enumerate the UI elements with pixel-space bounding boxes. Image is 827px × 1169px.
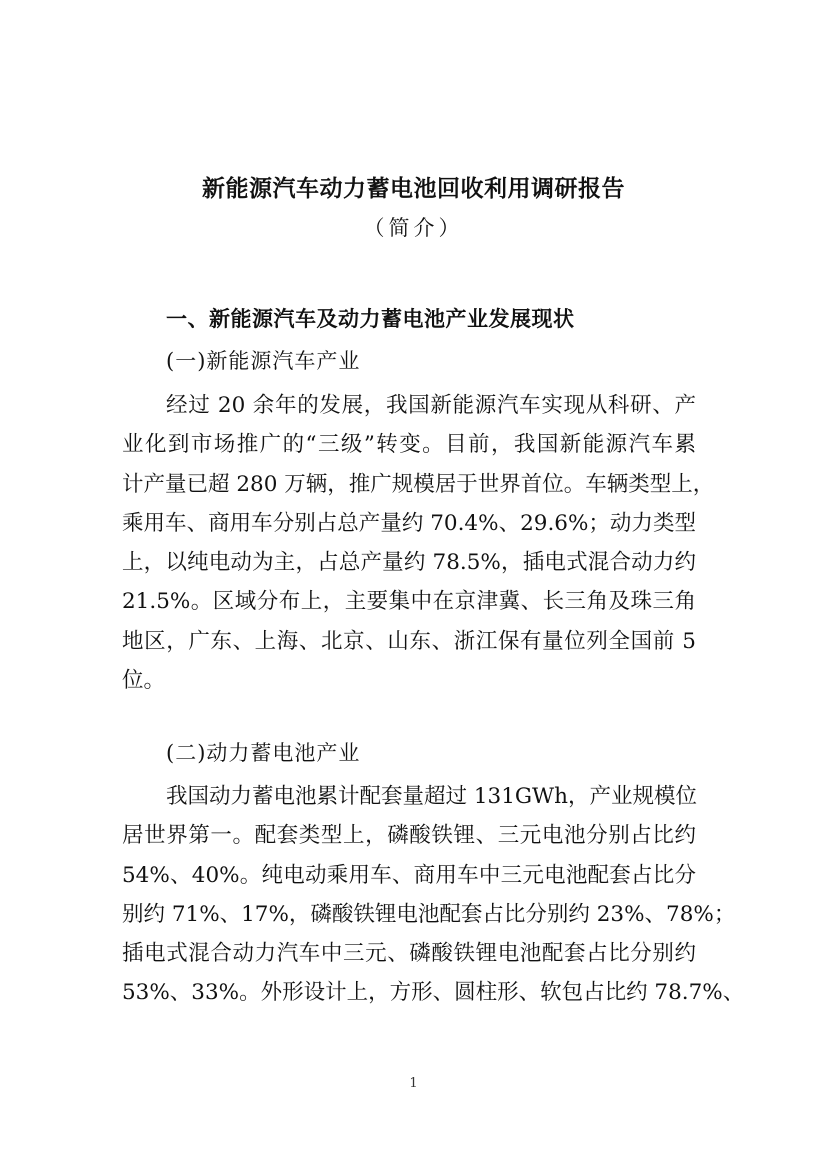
- text-line: 别约 71%、17%，磷酸铁锂电池配套占比分别约 23%、78%；: [122, 901, 736, 927]
- subsection-heading-1: (一)新能源汽车产业: [166, 349, 361, 373]
- text-line: 乘用车、商用车分别占总产量约 70.4%、29.6%；动力类型: [122, 510, 696, 536]
- report-subtitle: （简介）: [363, 216, 464, 240]
- subsection-heading-2: (二)动力蓄电池产业: [166, 741, 361, 765]
- text-line: 地区，广东、上海、北京、山东、浙江保有量位列全国前 5: [122, 628, 696, 654]
- text-line: 我国动力蓄电池累计配套量超过 131GWh，产业规模位: [166, 784, 697, 809]
- report-title: 新能源汽车动力蓄电池回收利用调研报告: [202, 176, 625, 202]
- page-number: 1: [409, 1076, 418, 1091]
- text-line: 上，以纯电动为主，占总产量约 78.5%，插电式混合动力约: [122, 550, 696, 576]
- text-line: 54%、40%。纯电动乘用车、商用车中三元电池配套占比分: [122, 862, 696, 888]
- text-line: 21.5%。区域分布上，主要集中在京津冀、长三角及珠三角: [122, 589, 696, 615]
- paragraph-battery-industry: [122, 777, 745, 1013]
- section-heading-1: 一、新能源汽车及动力蓄电池产业发展现状: [166, 307, 575, 331]
- text-line: 业化到市场推广的“三级”转变。目前，我国新能源汽车累: [122, 432, 696, 458]
- text-line: 插电式混合动力汽车中三元、磷酸铁锂电池配套占比分别约: [122, 941, 696, 967]
- paragraph-ev-industry: [122, 386, 715, 700]
- text-line: 位。: [122, 668, 166, 694]
- text-line: 经过 20 余年的发展，我国新能源汽车实现从科研、产: [166, 393, 696, 418]
- text-line: 计产量已超 280 万辆，推广规模居于世界首位。车辆类型上，: [122, 471, 715, 497]
- text-line: 53%、33%。外形设计上，方形、圆柱形、软包占比约 78.7%、: [122, 980, 745, 1006]
- text-line: 居世界第一。配套类型上，磷酸铁锂、三元电池分别占比约: [122, 823, 696, 849]
